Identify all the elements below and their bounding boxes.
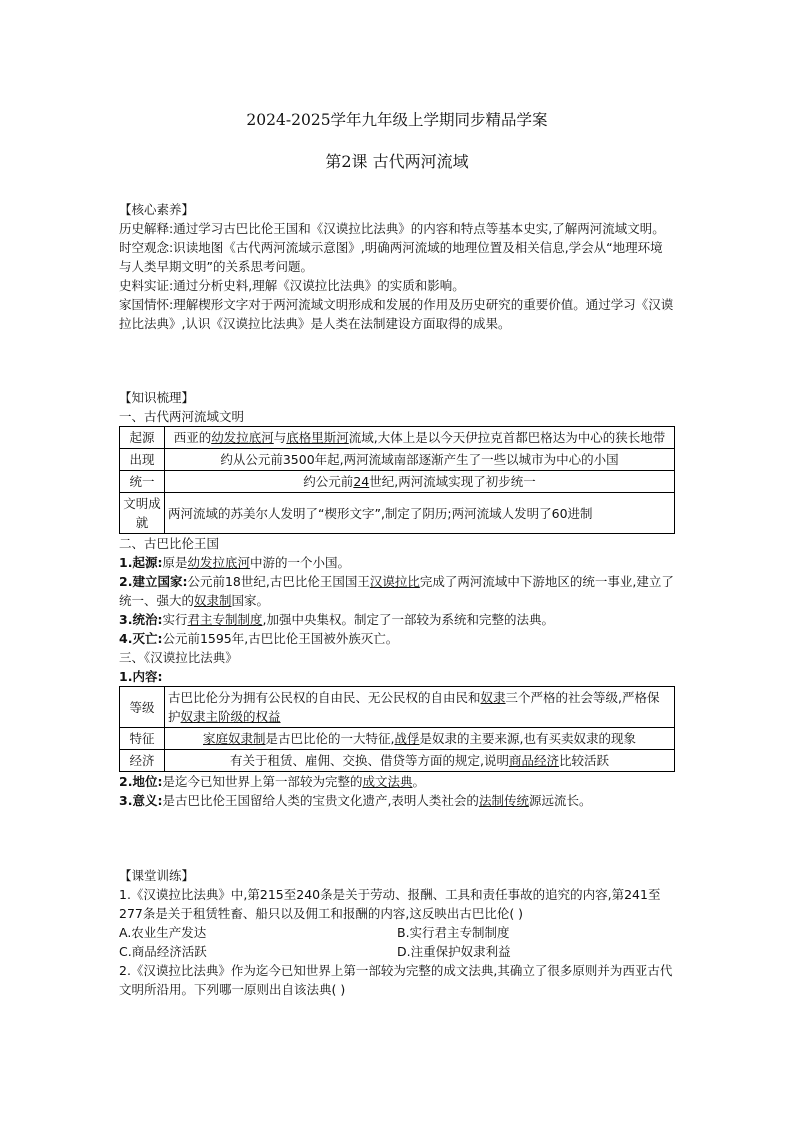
knowledge-heading: 【知识梳理】 bbox=[119, 390, 195, 405]
row-key: 等级 bbox=[120, 687, 165, 728]
row-value: 西亚的幼发拉底河与底格里斯河流域,大体上是以今天伊拉克首都巴格达为中心的狭长地带 bbox=[165, 427, 675, 449]
core-item: 历史解释:通过学习古巴比伦王国和《汉谟拉比法典》的内容和特点等基本史实,了解两河流域文明。 bbox=[119, 221, 665, 236]
civilization-table bbox=[119, 426, 675, 534]
row-value: 古巴比伦分为拥有公民权的自由民、无公民权的自由民和奴隶三个严格的社会等级,严格保护奴隶主阶级的权益 bbox=[165, 687, 675, 728]
row-key: 文明成就 bbox=[120, 493, 165, 534]
row-key: 出现 bbox=[120, 449, 165, 471]
option-c: C.商品经济活跃 bbox=[119, 944, 207, 959]
option-d: D.注重保护奴隶利益 bbox=[397, 944, 511, 959]
table-row bbox=[120, 750, 675, 772]
question-2: 2.《汉谟拉比法典》作为迄今已知世界上第一部较为完整的成文法典,其确立了很多原则并为西亚古代文明所沿用。下列哪一原则出自该法典( ) bbox=[119, 963, 673, 997]
list-item: 4.灭亡:公元前1595年,古巴比伦王国被外族灭亡。 bbox=[119, 631, 399, 646]
row-value: 家庭奴隶制是古巴比伦的一大特征,战俘是奴隶的主要来源,也有买卖奴隶的现象 bbox=[165, 728, 675, 750]
document-title: 2024-2025学年九年级上学期同步精品学案 bbox=[246, 111, 548, 129]
practice-section bbox=[119, 866, 675, 999]
practice-heading: 【课堂训练】 bbox=[119, 868, 195, 883]
core-heading: 【核心素养】 bbox=[119, 202, 195, 217]
core-item: 家国情怀:理解楔形文字对于两河流域文明形成和发展的作用及历史研究的重要价值。通过学习《汉谟拉比法典》,认识《汉谟拉比法典》是人类在法制建设方面取得的成果。 bbox=[119, 297, 674, 331]
row-value: 约从公元前3500年起,两河流域南部逐渐产生了一些以城市为中心的小国 bbox=[165, 449, 675, 471]
table-row bbox=[120, 427, 675, 449]
core-item: 时空观念:识读地图《古代两河流域示意图》,明确两河流域的地理位置及相关信息,学会从“地理环境与人类早期文明”的关系思考问题。 bbox=[119, 240, 663, 274]
list-item: 3.意义:是古巴比伦王国留给人类的宝贵文化遗产,表明人类社会的法制传统源远流长。 bbox=[119, 793, 592, 808]
core-literacy-section bbox=[119, 200, 675, 333]
table-row bbox=[120, 687, 675, 728]
option-b: B.实行君主专制制度 bbox=[397, 925, 510, 940]
row-value: 约公元前24世纪,两河流域实现了初步统一 bbox=[165, 471, 675, 493]
knowledge-section bbox=[119, 388, 675, 810]
list-item: 2.建立国家:公元前18世纪,古巴比伦王国国王汉谟拉比完成了两河流域中下游地区的统一事业,建立了统一、强大的奴隶制国家。 bbox=[119, 574, 674, 608]
list-item: 1.起源:原是幼发拉底河中游的一个小国。 bbox=[119, 555, 350, 570]
list-item: 2.地位:是迄今已知世界上第一部较为完整的成文法典。 bbox=[119, 774, 425, 789]
section-2-title: 二、古巴比伦王国 bbox=[119, 536, 220, 551]
options-row bbox=[119, 923, 675, 942]
section-1-title: 一、古代两河流域文明 bbox=[119, 409, 245, 424]
row-value: 有关于租赁、雇佣、交换、借贷等方面的规定,说明商品经济比较活跃 bbox=[165, 750, 675, 772]
list-item: 3.统治:实行君主专制制度,加强中央集权。制定了一部较为系统和完整的法典。 bbox=[119, 612, 554, 627]
core-item: 史料实证:通过分析史料,理解《汉谟拉比法典》的实质和影响。 bbox=[119, 278, 465, 293]
question-1: 1.《汉谟拉比法典》中,第215至240条是关于劳动、报酬、工具和责任事故的追究的内容,第241至277条是关于租赁牲畜、船只以及佣工和报酬的内容,这反映出古巴比伦( ) bbox=[119, 887, 661, 921]
row-key: 起源 bbox=[120, 427, 165, 449]
table-row bbox=[120, 728, 675, 750]
option-a: A.农业生产发达 bbox=[119, 925, 207, 940]
options-row bbox=[119, 942, 675, 961]
row-key: 经济 bbox=[120, 750, 165, 772]
code-table bbox=[119, 686, 675, 772]
table-row bbox=[120, 493, 675, 534]
table-row bbox=[120, 471, 675, 493]
row-value: 两河流域的苏美尔人发明了“楔形文字”,制定了阴历;两河流域人发明了60进制 bbox=[165, 493, 675, 534]
row-key: 统一 bbox=[120, 471, 165, 493]
table-row bbox=[120, 449, 675, 471]
lesson-title: 第2课 古代两河流域 bbox=[325, 152, 469, 171]
row-key: 特征 bbox=[120, 728, 165, 750]
content-label: 1.内容: bbox=[119, 669, 163, 684]
section-3-title: 三、《汉谟拉比法典》 bbox=[119, 650, 238, 665]
